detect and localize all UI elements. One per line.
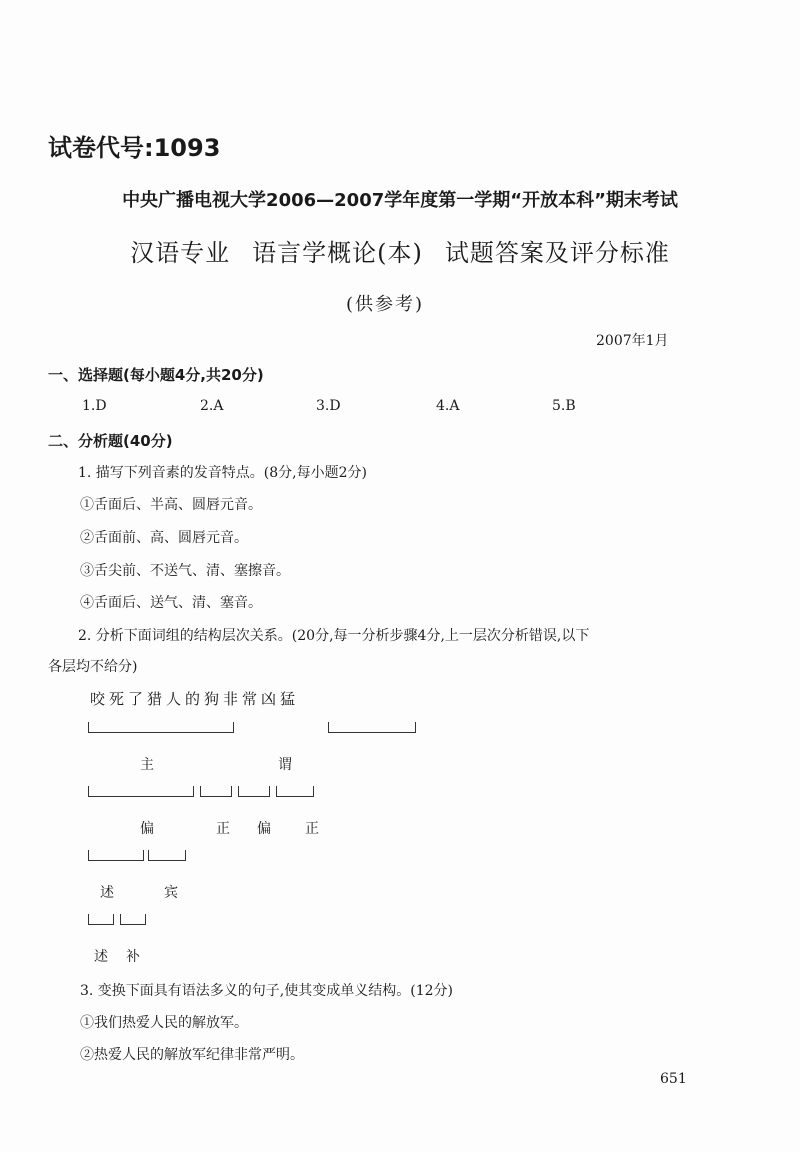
q1-item-4: ④舌面后、送气、清、塞音。 — [80, 595, 262, 611]
q1-item-2: ②舌面前、高、圆唇元音。 — [80, 530, 248, 546]
bracket-complement — [120, 914, 146, 925]
q1-prompt: 1. 描写下列音素的发音特点。(8分,每小题2分) — [78, 465, 367, 481]
q2-prompt-line1: 2. 分析下面词组的结构层次关系。(20分,每一分析步骤4分,上一层次分析错误,以下 — [78, 628, 590, 644]
bracket-object — [148, 850, 186, 861]
bracket-verb — [88, 850, 144, 861]
label-modifier-2: 偏 — [257, 821, 271, 837]
section1-heading: 一、选择题(每小题4分,共20分) — [48, 366, 264, 384]
doc-title: 试题答案及评分标准 — [444, 239, 670, 267]
label-complement: 补 — [126, 949, 140, 965]
subject-line — [0, 233, 800, 268]
label-head-1: 正 — [216, 821, 230, 837]
label-verb-2: 述 — [94, 949, 108, 965]
university-line: 中央广播电视大学2006—2007学年度第一学期“开放本科”期末考试 — [122, 190, 678, 211]
answer-1: 1.D — [82, 398, 107, 414]
course: 语言学概论(本) — [252, 239, 423, 267]
answer-4: 4.A — [436, 398, 460, 414]
exam-code: 试卷代号:1093 — [48, 134, 221, 162]
answer-3: 3.D — [316, 398, 341, 414]
analysis-phrase: 咬死了猎人的狗非常凶猛 — [90, 690, 300, 708]
bracket-subject — [88, 722, 234, 733]
label-verb: 述 — [100, 885, 114, 901]
bracket-modifier-1 — [88, 786, 194, 797]
answer-2: 2.A — [200, 398, 224, 414]
bracket-verb-2 — [88, 914, 114, 925]
label-modifier-1: 偏 — [140, 821, 154, 837]
reference-note: (供参考) — [345, 294, 425, 315]
q3-prompt: 3. 变换下面具有语法多义的句子,使其变成单义结构。(12分) — [80, 983, 453, 999]
section2-heading: 二、分析题(40分) — [48, 432, 173, 450]
bracket-modifier-2 — [238, 786, 270, 797]
bracket-head-1 — [200, 786, 232, 797]
major: 汉语专业 — [130, 239, 231, 267]
q2-prompt-line2: 各层均不给分) — [48, 659, 138, 675]
q1-item-3: ③舌尖前、不送气、清、塞擦音。 — [80, 563, 290, 579]
label-subject: 主 — [140, 757, 154, 773]
bracket-head-2 — [276, 786, 314, 797]
label-head-2: 正 — [305, 821, 319, 837]
answer-5: 5.B — [552, 398, 576, 414]
q1-item-1: ①舌面后、半高、圆唇元音。 — [80, 497, 262, 513]
q3-item-2: ②热爱人民的解放军纪律非常严明。 — [80, 1047, 304, 1063]
label-predicate: 谓 — [278, 757, 292, 773]
q3-item-1: ①我们热爱人民的解放军。 — [80, 1015, 248, 1031]
bracket-predicate — [328, 722, 416, 733]
label-object: 宾 — [164, 885, 178, 901]
page-number: 651 — [660, 1071, 687, 1087]
exam-date: 2007年1月 — [596, 333, 669, 349]
